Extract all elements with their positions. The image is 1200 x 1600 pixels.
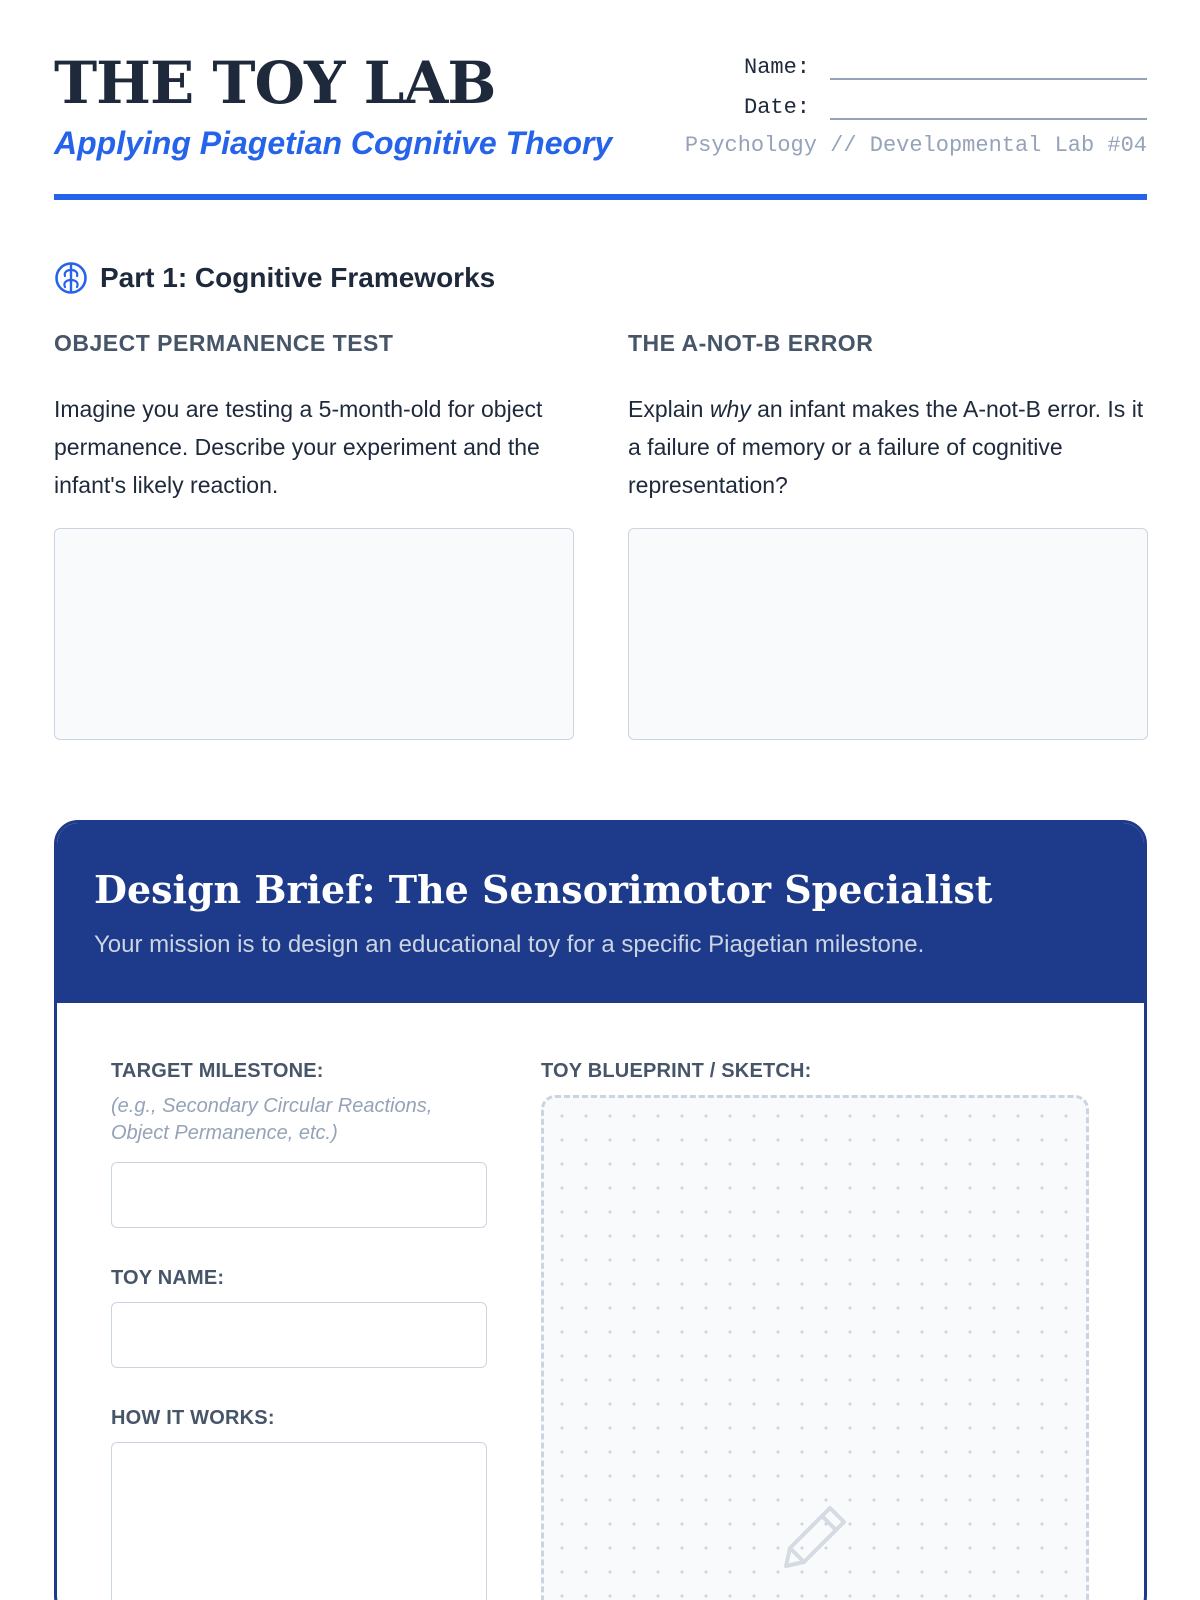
blueprint-label: TOY BLUEPRINT / SKETCH: xyxy=(541,1060,812,1082)
date-field[interactable] xyxy=(744,94,1147,124)
how-it-works-label: HOW IT WORKS: xyxy=(111,1407,275,1429)
question-heading: THE A-NOT-B ERROR xyxy=(628,330,874,356)
answer-box-a-not-b[interactable] xyxy=(628,528,1148,740)
date-line[interactable] xyxy=(830,118,1147,120)
design-brief-header xyxy=(57,823,1144,1003)
answer-box-object-permanence[interactable] xyxy=(54,528,574,740)
course-label: Psychology // Developmental Lab #04 xyxy=(684,133,1147,158)
name-field[interactable] xyxy=(744,54,1147,84)
prompt-part: an infant makes the A-not-B error. Is it a failure of memory or a failure of cognitive representation? xyxy=(628,396,1144,498)
brain-icon xyxy=(54,261,88,295)
question-prompt xyxy=(628,390,1148,508)
design-brief-subtitle: Your mission is to design an educational toy for a specific Piagetian milestone. xyxy=(94,931,925,958)
question-prompt: Imagine you are testing a 5-month-old for object permanence. Describe your experiment and the infant's likely reaction. xyxy=(54,396,543,498)
date-label: Date: xyxy=(744,95,811,120)
toy-name-input[interactable] xyxy=(111,1302,487,1368)
header-divider xyxy=(54,194,1147,200)
toy-name-label: TOY NAME: xyxy=(111,1267,225,1289)
design-brief-title: Design Brief: The Sensorimotor Specialist xyxy=(94,867,993,912)
part1-title: Part 1: Cognitive Frameworks xyxy=(100,262,496,293)
target-milestone-label: TARGET MILESTONE: xyxy=(111,1060,324,1082)
part1-heading xyxy=(54,258,495,298)
target-milestone-hint: (e.g., Secondary Circular Reactions, Object Permanence, etc.) xyxy=(111,1095,433,1144)
worksheet-header xyxy=(54,40,1147,200)
target-milestone-input[interactable] xyxy=(111,1162,487,1228)
object-permanence-question xyxy=(54,330,574,508)
a-not-b-question xyxy=(628,330,1148,508)
name-line[interactable] xyxy=(830,78,1147,80)
name-label: Name: xyxy=(744,55,811,80)
pencil-icon xyxy=(774,1498,854,1578)
worksheet-title: THE TOY LAB xyxy=(54,49,496,117)
prompt-emphasis: why xyxy=(709,396,751,422)
question-heading: OBJECT PERMANENCE TEST xyxy=(54,330,394,356)
prompt-part: Explain xyxy=(628,396,710,422)
worksheet-subtitle: Applying Piagetian Cognitive Theory xyxy=(54,125,613,161)
blueprint-sketch-area[interactable] xyxy=(541,1095,1089,1600)
design-brief-card xyxy=(54,820,1147,1600)
how-it-works-input[interactable] xyxy=(111,1442,487,1600)
